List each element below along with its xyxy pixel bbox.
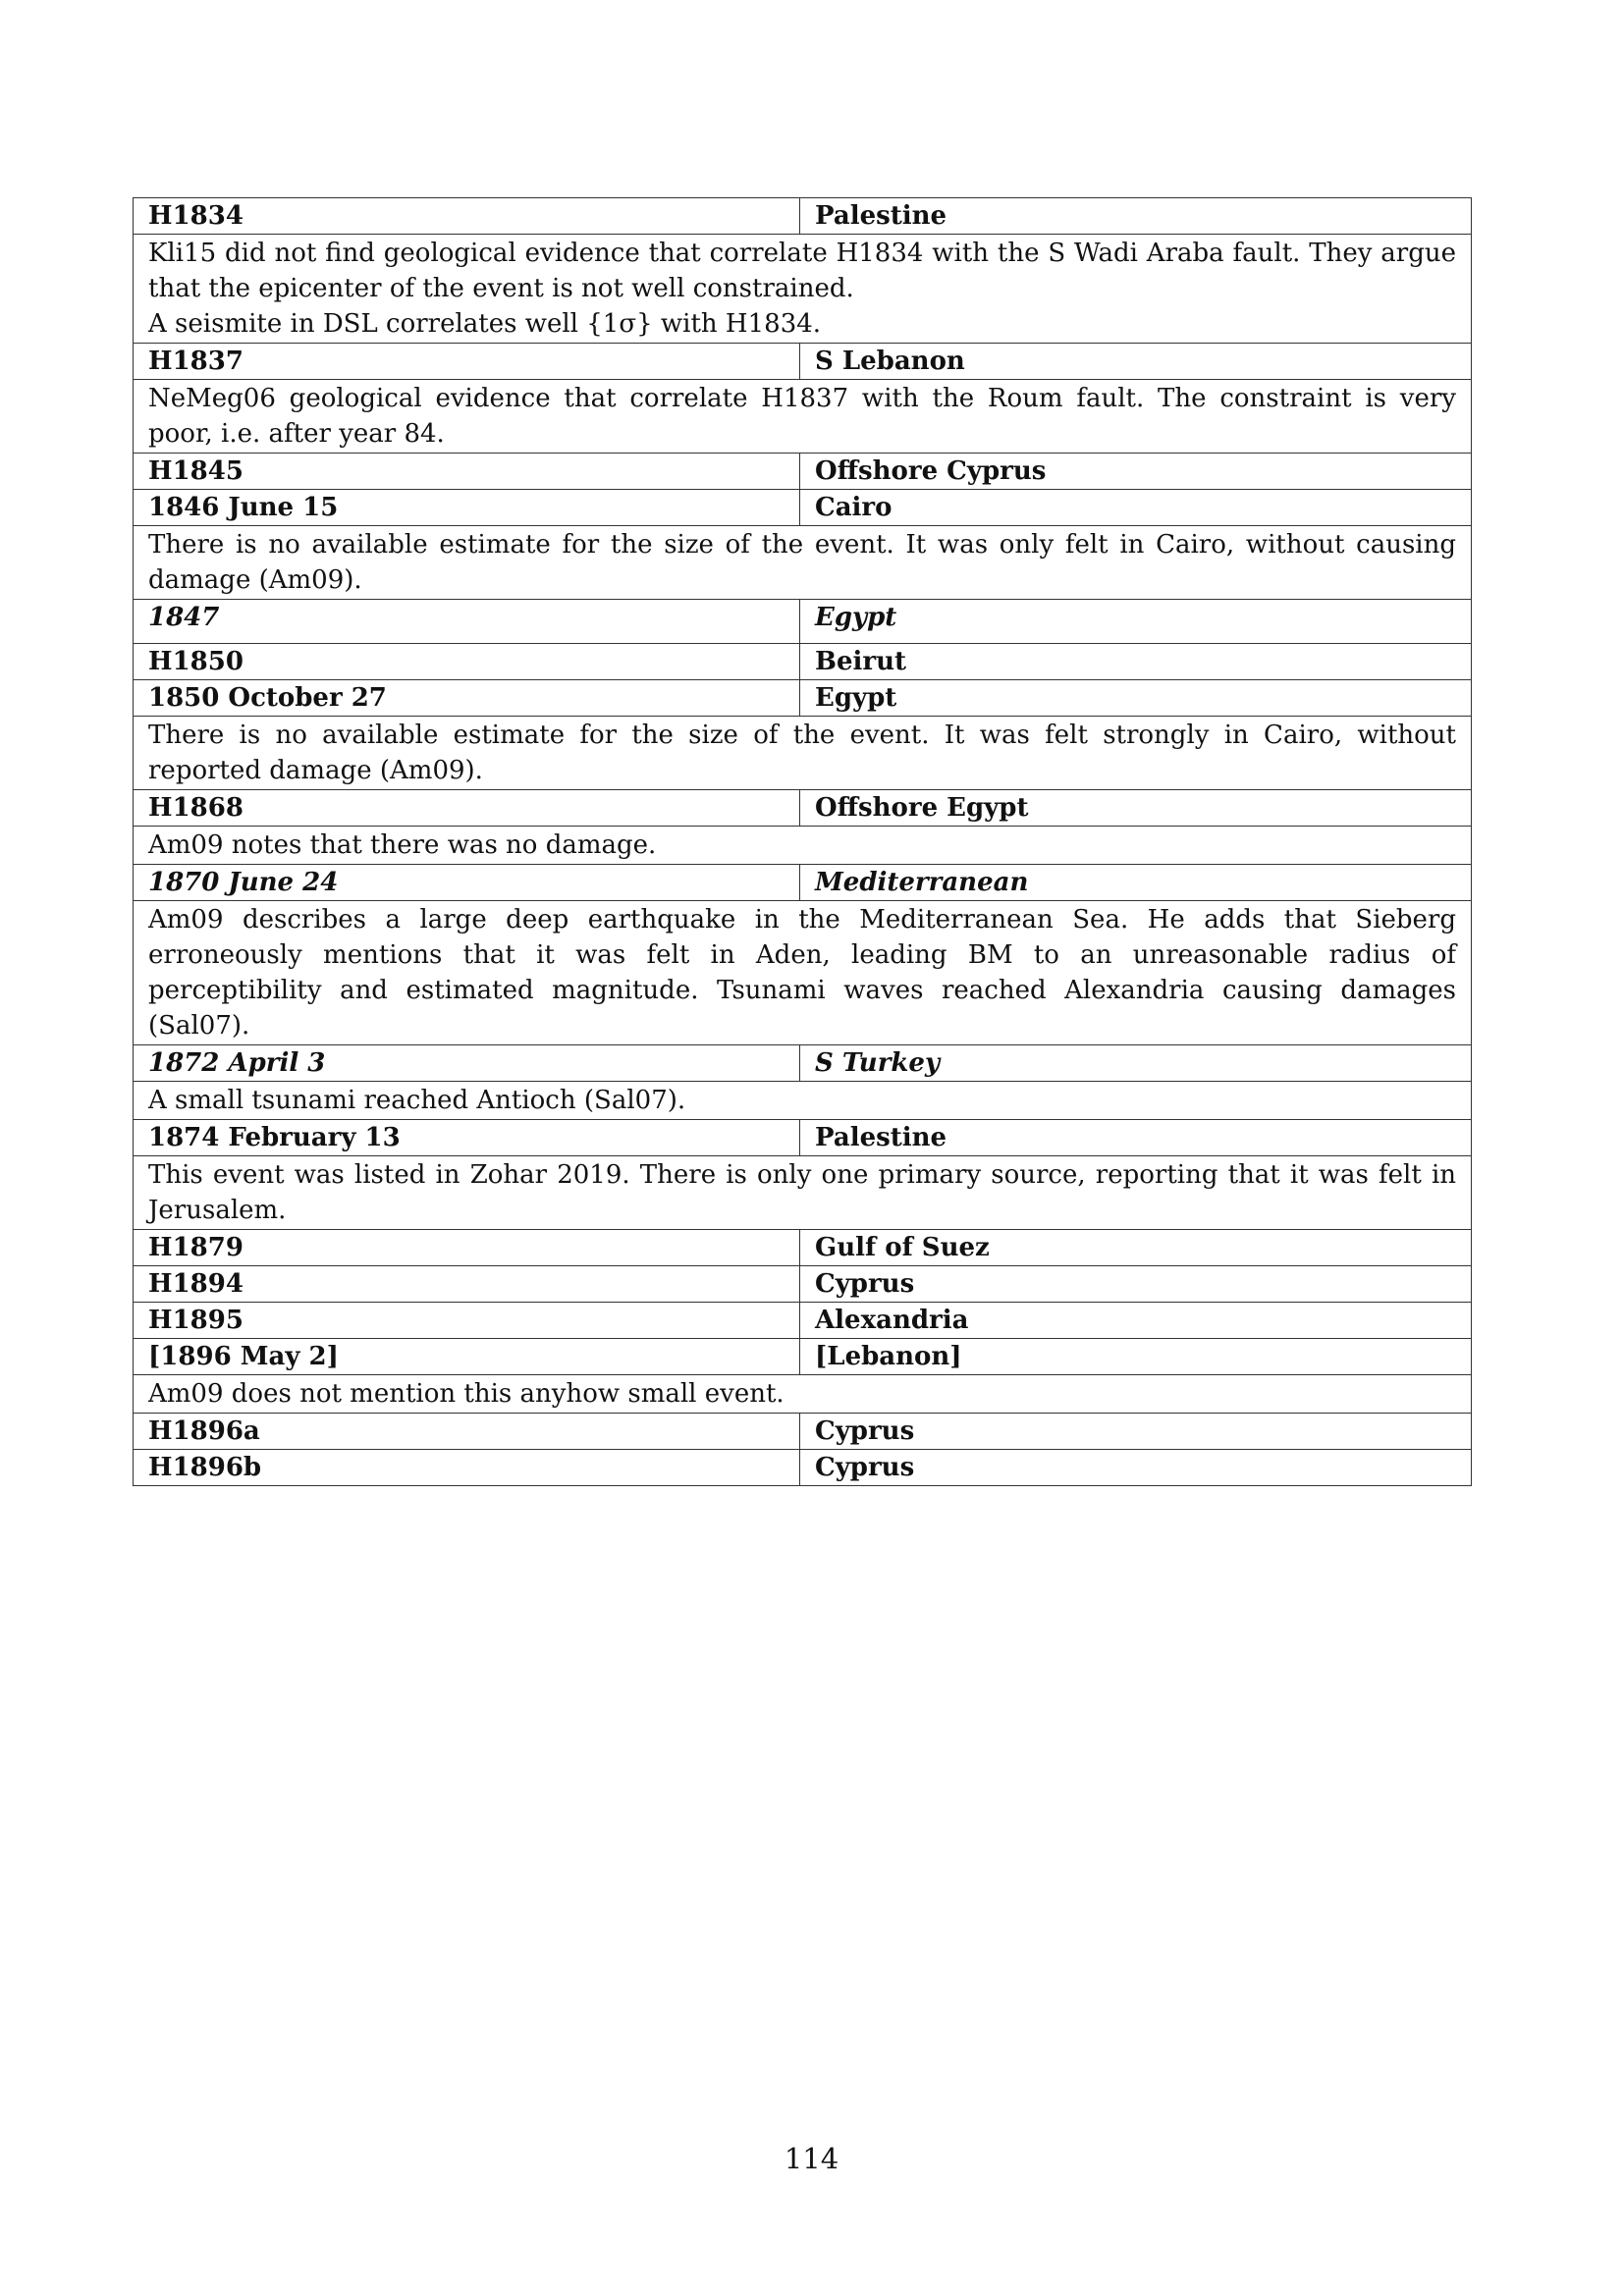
- event-note-paragraph: A small tsunami reached Antioch (Sal07).: [148, 1086, 686, 1115]
- event-id: H1896b: [134, 1450, 800, 1486]
- event-header-row: [134, 1450, 1472, 1486]
- catalog-body: [134, 198, 1472, 1486]
- event-note-paragraph: A seismite in DSL correlates well {1σ} with H1834.: [148, 309, 822, 339]
- event-region: Gulf of Suez: [800, 1230, 1472, 1266]
- event-note-row: [134, 235, 1472, 344]
- event-note: [134, 827, 1472, 865]
- event-note-paragraph: Am09 notes that there was no damage.: [148, 830, 657, 860]
- event-header-row: [134, 1045, 1472, 1082]
- event-id: [1896 May 2]: [134, 1339, 800, 1375]
- event-region: Beirut: [800, 644, 1472, 680]
- event-header-row: [134, 1230, 1472, 1266]
- event-region: [Lebanon]: [800, 1339, 1472, 1375]
- event-id: 1850 October 27: [134, 680, 800, 717]
- event-region: Egypt: [800, 600, 1472, 644]
- event-note: [134, 526, 1472, 600]
- event-region: S Turkey: [800, 1045, 1472, 1082]
- event-id: H1834: [134, 198, 800, 235]
- event-note-row: [134, 526, 1472, 600]
- event-header-row: [134, 454, 1472, 490]
- event-header-row: [134, 1120, 1472, 1156]
- event-note-paragraph: Kli15 did not find geological evidence that correlate H1834 with the S Wadi Araba fault. They argue that the epicenter of the event is not well constrained.: [148, 239, 1456, 303]
- event-region: Cyprus: [800, 1414, 1472, 1450]
- event-note: [134, 1082, 1472, 1120]
- event-region: Cyprus: [800, 1266, 1472, 1303]
- event-header-row: [134, 644, 1472, 680]
- event-region: Palestine: [800, 198, 1472, 235]
- page-number: 114: [784, 2142, 839, 2175]
- event-id: H1879: [134, 1230, 800, 1266]
- event-id: 1846 June 15: [134, 490, 800, 526]
- event-id: H1894: [134, 1266, 800, 1303]
- event-id: 1870 June 24: [134, 865, 800, 901]
- event-header-row: [134, 865, 1472, 901]
- event-region: S Lebanon: [800, 344, 1472, 380]
- event-header-row: [134, 1266, 1472, 1303]
- event-note-row: [134, 717, 1472, 790]
- event-region: Alexandria: [800, 1303, 1472, 1339]
- event-note-paragraph: NeMeg06 geological evidence that correlate H1837 with the Roum fault. The constraint is very poor, i.e. after year 84.: [148, 384, 1456, 449]
- event-header-row: [134, 680, 1472, 717]
- event-note: [134, 1156, 1472, 1230]
- event-id: H1845: [134, 454, 800, 490]
- event-note-paragraph: This event was listed in Zohar 2019. There is only one primary source, reporting that it was felt in Jerusalem.: [148, 1160, 1456, 1225]
- event-header-row: [134, 1414, 1472, 1450]
- event-note: [134, 901, 1472, 1045]
- event-note-row: [134, 1375, 1472, 1414]
- event-header-row: [134, 198, 1472, 235]
- event-note: [134, 380, 1472, 454]
- earthquake-catalog-table: [133, 197, 1472, 1486]
- event-region: Palestine: [800, 1120, 1472, 1156]
- event-note: [134, 1375, 1472, 1414]
- event-region: Cairo: [800, 490, 1472, 526]
- event-note-row: [134, 1082, 1472, 1120]
- event-header-row: [134, 490, 1472, 526]
- event-region: Offshore Egypt: [800, 790, 1472, 827]
- event-header-row: [134, 1303, 1472, 1339]
- event-id: 1874 February 13: [134, 1120, 800, 1156]
- event-id: H1837: [134, 344, 800, 380]
- event-note: [134, 235, 1472, 344]
- event-id: H1868: [134, 790, 800, 827]
- event-id: H1895: [134, 1303, 800, 1339]
- event-note-paragraph: There is no available estimate for the size of the event. It was felt strongly in Cairo, without reported damage (Am09).: [148, 721, 1456, 785]
- event-header-row: [134, 344, 1472, 380]
- event-region: Offshore Cyprus: [800, 454, 1472, 490]
- event-id: 1847: [134, 600, 800, 644]
- event-header-row: [134, 1339, 1472, 1375]
- event-region: Mediterranean: [800, 865, 1472, 901]
- event-header-row: [134, 600, 1472, 644]
- event-note-row: [134, 380, 1472, 454]
- event-id: H1896a: [134, 1414, 800, 1450]
- event-header-row: [134, 790, 1472, 827]
- event-note-row: [134, 901, 1472, 1045]
- event-id: H1850: [134, 644, 800, 680]
- event-note-paragraph: Am09 does not mention this anyhow small event.: [148, 1379, 784, 1409]
- event-note-paragraph: Am09 describes a large deep earthquake in the Mediterranean Sea. He adds that Sieberg erroneously mentions that it was felt in Aden, leading BM to an unreasonable radius of perceptibility and estimated magnitude. Tsunami waves reached Alexandria causing damages (Sal07).: [148, 905, 1456, 1041]
- event-note-row: [134, 827, 1472, 865]
- event-region: Egypt: [800, 680, 1472, 717]
- event-note-row: [134, 1156, 1472, 1230]
- event-note-paragraph: There is no available estimate for the size of the event. It was only felt in Cairo, without causing damage (Am09).: [148, 530, 1456, 595]
- event-note: [134, 717, 1472, 790]
- event-id: 1872 April 3: [134, 1045, 800, 1082]
- event-region: Cyprus: [800, 1450, 1472, 1486]
